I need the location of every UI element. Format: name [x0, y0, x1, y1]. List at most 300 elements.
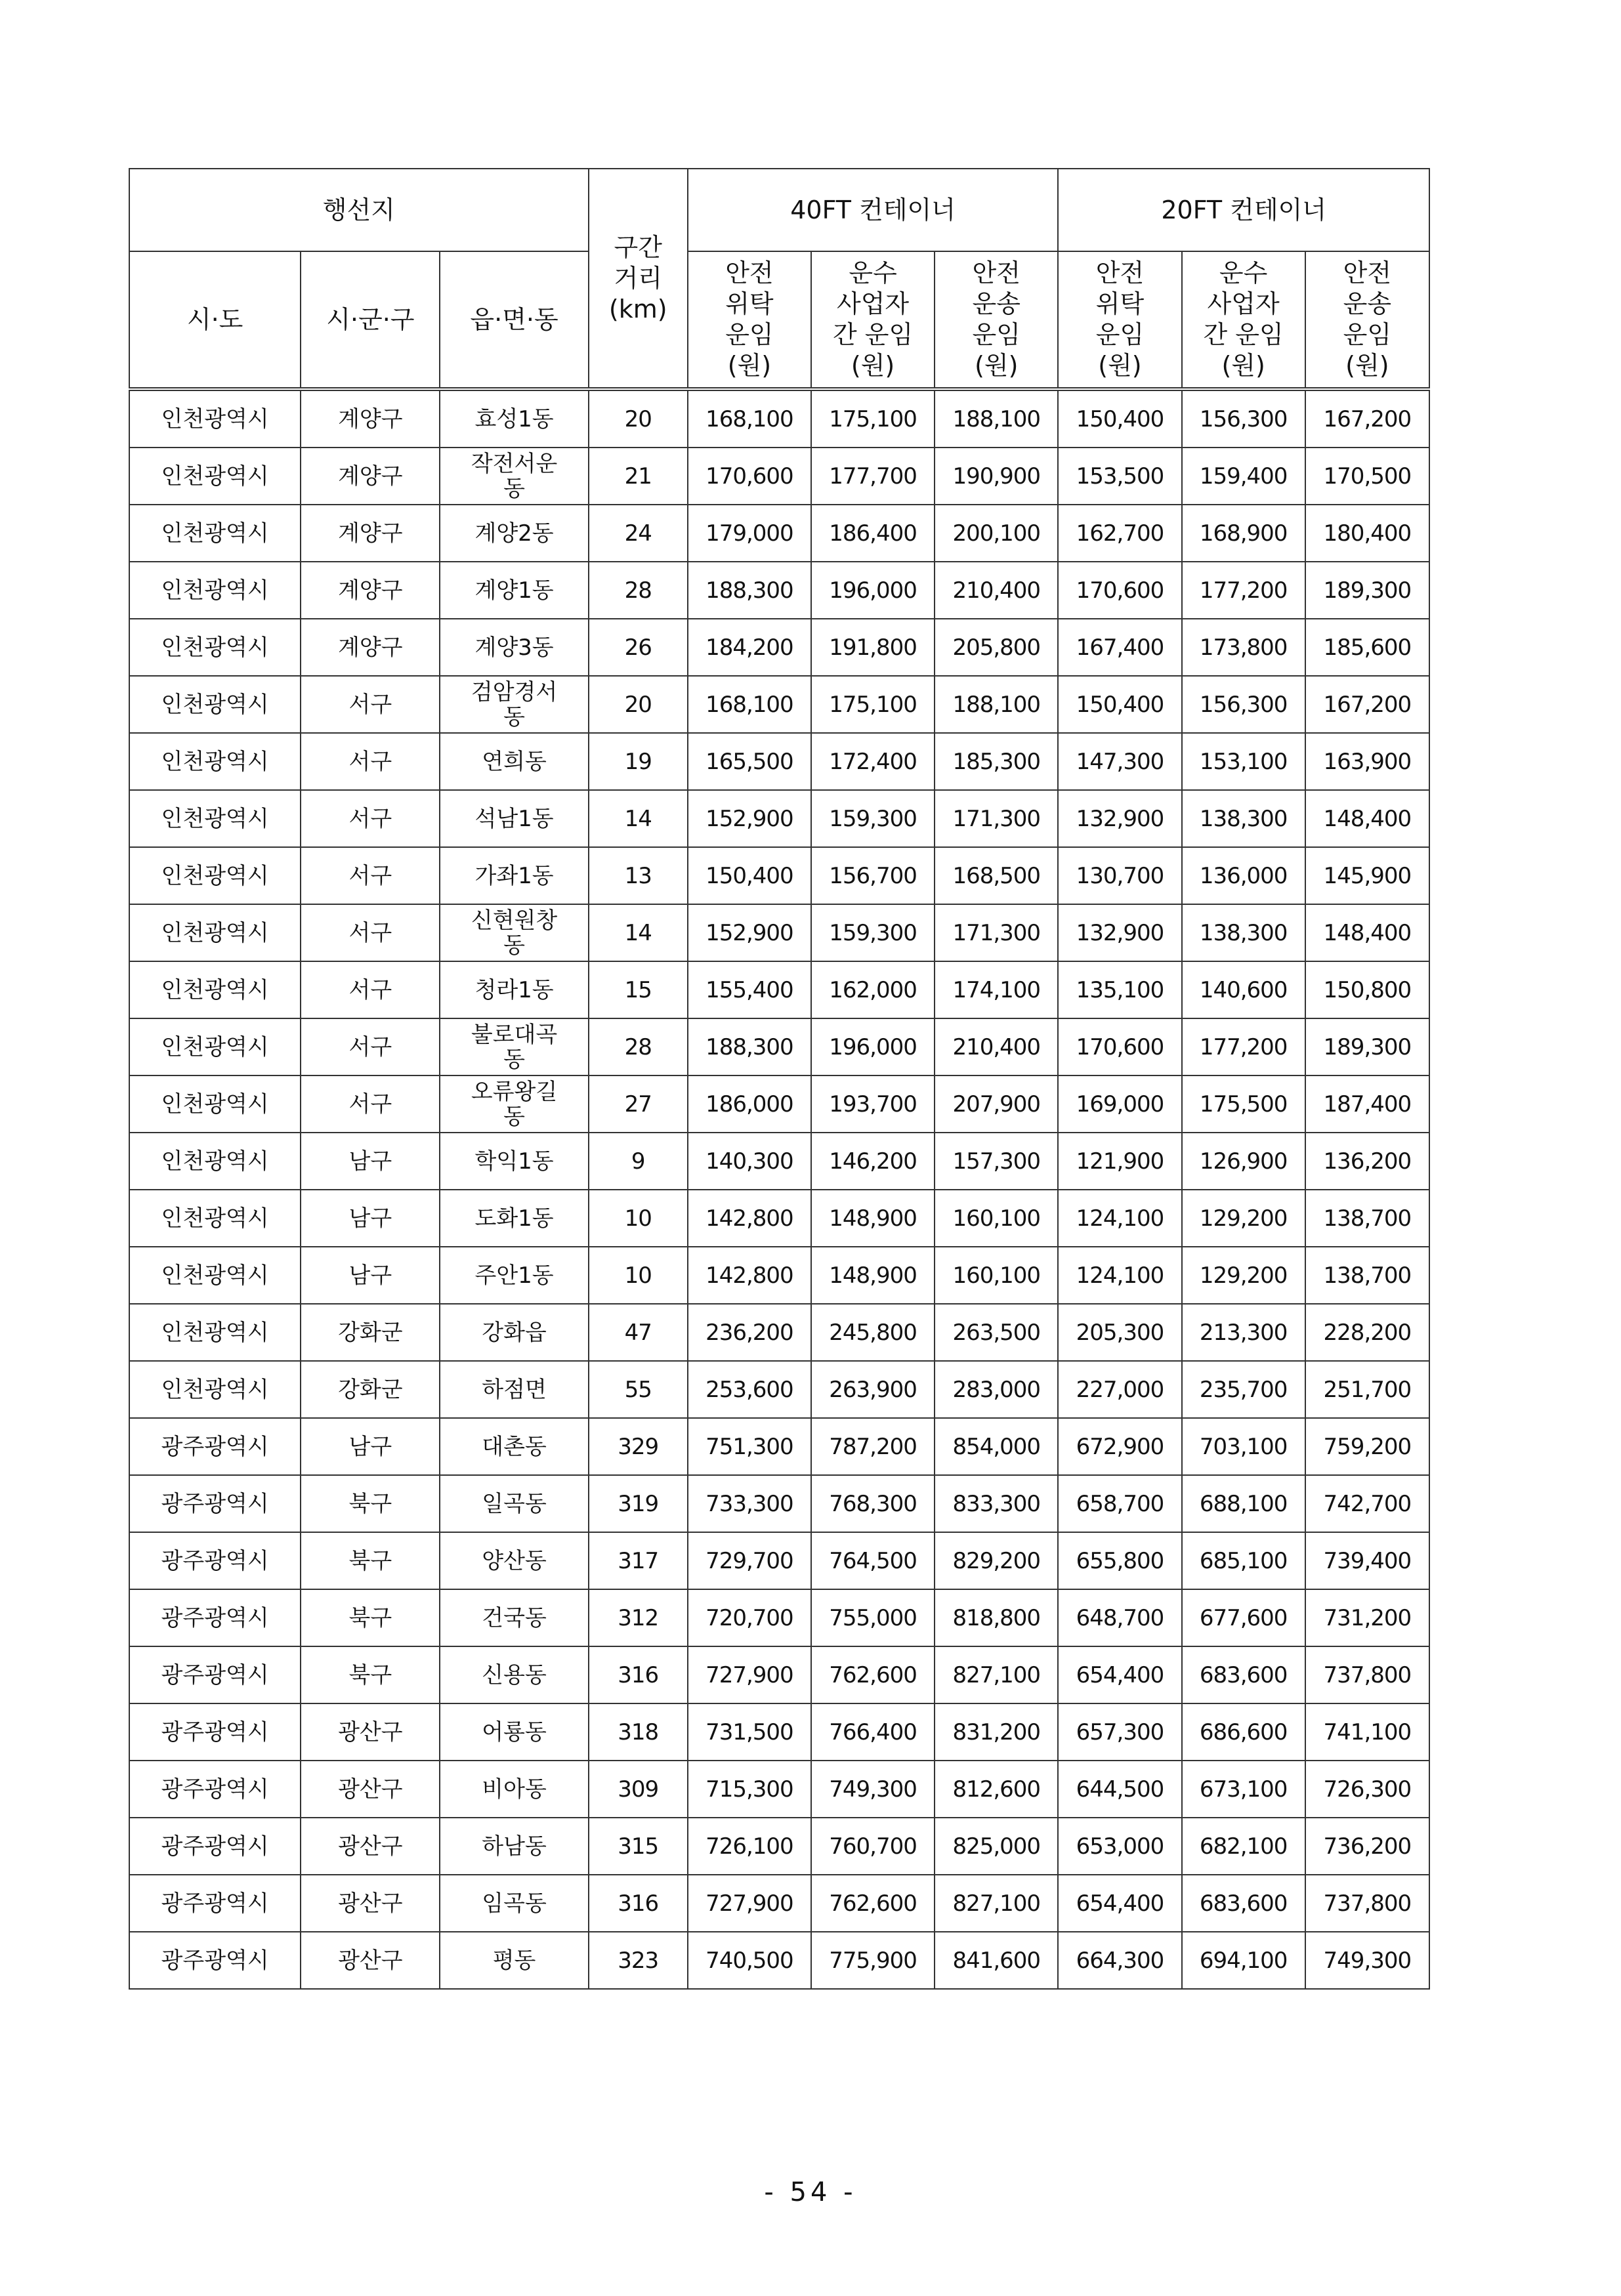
cell-20ft-safe-transport-fare: 170,500	[1305, 448, 1429, 505]
table-row	[129, 847, 1429, 904]
cell-eupmyeondong: 석남1동	[440, 790, 588, 847]
cell-20ft-safe-consign-fare: 672,900	[1058, 1418, 1181, 1475]
cell-20ft-safe-transport-fare: 731,200	[1305, 1589, 1429, 1646]
cell-eupmyeondong: 계양3동	[440, 619, 588, 676]
cell-40ft-carrier-fare: 196,000	[811, 562, 935, 619]
cell-distance: 329	[589, 1418, 688, 1475]
cell-20ft-carrier-fare: 156,300	[1182, 389, 1305, 448]
fare-table	[129, 168, 1430, 1990]
header-line: 안전	[1343, 259, 1392, 287]
cell-distance: 10	[589, 1190, 688, 1247]
cell-20ft-safe-consign-fare: 170,600	[1058, 1018, 1181, 1075]
cell-distance: 9	[589, 1133, 688, 1190]
cell-sido: 인천광역시	[129, 562, 301, 619]
cell-20ft-carrier-fare: 177,200	[1182, 1018, 1305, 1075]
cell-distance: 312	[589, 1589, 688, 1646]
cell-sido: 인천광역시	[129, 961, 301, 1018]
cell-sigungu: 북구	[301, 1646, 440, 1703]
table-row	[129, 448, 1429, 505]
cell-sido: 인천광역시	[129, 1361, 301, 1418]
cell-20ft-carrier-fare: 129,200	[1182, 1190, 1305, 1247]
header-sido: 시·도	[129, 251, 301, 389]
cell-sido: 광주광역시	[129, 1932, 301, 1989]
cell-sigungu: 북구	[301, 1532, 440, 1589]
cell-40ft-safe-transport-fare: 205,800	[935, 619, 1058, 676]
cell-eupmyeondong: 임곡동	[440, 1875, 588, 1932]
cell-40ft-carrier-fare: 775,900	[811, 1932, 935, 1989]
cell-eupmyeondong: 학익1동	[440, 1133, 588, 1190]
table-row	[129, 1532, 1429, 1589]
table-row	[129, 1247, 1429, 1304]
cell-40ft-carrier-fare: 749,300	[811, 1761, 935, 1818]
cell-40ft-safe-consign-fare: 236,200	[688, 1304, 811, 1361]
cell-20ft-carrier-fare: 153,100	[1182, 733, 1305, 790]
cell-20ft-safe-consign-fare: 150,400	[1058, 676, 1181, 733]
cell-distance: 317	[589, 1532, 688, 1589]
header-line: (원)	[851, 351, 895, 380]
cell-40ft-safe-consign-fare: 155,400	[688, 961, 811, 1018]
cell-distance: 20	[589, 676, 688, 733]
cell-40ft-safe-transport-fare: 190,900	[935, 448, 1058, 505]
cell-sido: 인천광역시	[129, 448, 301, 505]
header-40ft-carrier-fare	[811, 251, 935, 389]
table-row	[129, 1761, 1429, 1818]
cell-20ft-safe-transport-fare: 138,700	[1305, 1247, 1429, 1304]
header-region: 행선지	[129, 169, 589, 251]
table-row	[129, 790, 1429, 847]
cell-eupmyeondong: 강화읍	[440, 1304, 588, 1361]
cell-distance: 14	[589, 904, 688, 961]
table-row	[129, 1133, 1429, 1190]
cell-sigungu: 광산구	[301, 1703, 440, 1761]
cell-20ft-safe-transport-fare: 741,100	[1305, 1703, 1429, 1761]
cell-20ft-safe-transport-fare: 737,800	[1305, 1875, 1429, 1932]
cell-40ft-safe-consign-fare: 168,100	[688, 676, 811, 733]
cell-20ft-carrier-fare: 175,500	[1182, 1075, 1305, 1133]
cell-sigungu: 서구	[301, 1075, 440, 1133]
cell-40ft-safe-transport-fare: 171,300	[935, 790, 1058, 847]
cell-40ft-carrier-fare: 196,000	[811, 1018, 935, 1075]
cell-distance: 10	[589, 1247, 688, 1304]
cell-20ft-safe-consign-fare: 121,900	[1058, 1133, 1181, 1190]
cell-eupmyeondong: 신현원창 동	[440, 904, 588, 961]
header-line: 운수	[849, 259, 897, 287]
cell-eupmyeondong: 계양1동	[440, 562, 588, 619]
cell-sido: 인천광역시	[129, 619, 301, 676]
cell-40ft-safe-transport-fare: 185,300	[935, 733, 1058, 790]
cell-distance: 24	[589, 505, 688, 562]
cell-40ft-safe-consign-fare: 727,900	[688, 1875, 811, 1932]
cell-40ft-carrier-fare: 172,400	[811, 733, 935, 790]
cell-20ft-carrier-fare: 682,100	[1182, 1818, 1305, 1875]
table-body	[129, 389, 1429, 1989]
cell-distance: 315	[589, 1818, 688, 1875]
cell-20ft-safe-consign-fare: 124,100	[1058, 1190, 1181, 1247]
cell-20ft-carrier-fare: 685,100	[1182, 1532, 1305, 1589]
cell-20ft-carrier-fare: 683,600	[1182, 1875, 1305, 1932]
table-header	[129, 169, 1429, 389]
cell-distance: 316	[589, 1646, 688, 1703]
header-40ft: 40FT 컨테이너	[688, 169, 1059, 251]
cell-sido: 광주광역시	[129, 1703, 301, 1761]
cell-distance: 309	[589, 1761, 688, 1818]
cell-distance: 318	[589, 1703, 688, 1761]
cell-sigungu: 계양구	[301, 448, 440, 505]
cell-20ft-safe-transport-fare: 228,200	[1305, 1304, 1429, 1361]
cell-20ft-safe-transport-fare: 167,200	[1305, 676, 1429, 733]
cell-40ft-safe-transport-fare: 831,200	[935, 1703, 1058, 1761]
cell-sigungu: 서구	[301, 904, 440, 961]
cell-20ft-carrier-fare: 138,300	[1182, 790, 1305, 847]
cell-sigungu: 북구	[301, 1475, 440, 1532]
cell-distance: 55	[589, 1361, 688, 1418]
cell-20ft-carrier-fare: 168,900	[1182, 505, 1305, 562]
cell-eupmyeondong: 평동	[440, 1932, 588, 1989]
cell-20ft-safe-transport-fare: 145,900	[1305, 847, 1429, 904]
header-line: (원)	[1221, 351, 1265, 380]
cell-20ft-carrier-fare: 703,100	[1182, 1418, 1305, 1475]
cell-distance: 27	[589, 1075, 688, 1133]
table-row	[129, 1818, 1429, 1875]
table-row	[129, 904, 1429, 961]
header-line: 사업자	[1207, 289, 1280, 318]
cell-eupmyeondong: 효성1동	[440, 389, 588, 448]
cell-eupmyeondong: 하남동	[440, 1818, 588, 1875]
cell-sigungu: 계양구	[301, 505, 440, 562]
cell-20ft-safe-consign-fare: 653,000	[1058, 1818, 1181, 1875]
cell-sigungu: 서구	[301, 1018, 440, 1075]
cell-40ft-safe-consign-fare: 720,700	[688, 1589, 811, 1646]
cell-sido: 인천광역시	[129, 1133, 301, 1190]
cell-sigungu: 서구	[301, 676, 440, 733]
cell-sido: 인천광역시	[129, 676, 301, 733]
cell-20ft-safe-consign-fare: 132,900	[1058, 790, 1181, 847]
cell-distance: 28	[589, 562, 688, 619]
header-40ft-safe-consign-fare	[688, 251, 811, 389]
cell-40ft-safe-consign-fare: 729,700	[688, 1532, 811, 1589]
cell-sigungu: 남구	[301, 1418, 440, 1475]
cell-eupmyeondong: 작전서운 동	[440, 448, 588, 505]
cell-eupmyeondong: 양산동	[440, 1532, 588, 1589]
cell-20ft-safe-consign-fare: 132,900	[1058, 904, 1181, 961]
cell-distance: 15	[589, 961, 688, 1018]
cell-20ft-safe-consign-fare: 150,400	[1058, 389, 1181, 448]
cell-40ft-safe-consign-fare: 751,300	[688, 1418, 811, 1475]
cell-eupmyeondong: 건국동	[440, 1589, 588, 1646]
cell-20ft-carrier-fare: 136,000	[1182, 847, 1305, 904]
cell-sigungu: 서구	[301, 961, 440, 1018]
cell-distance: 14	[589, 790, 688, 847]
cell-40ft-carrier-fare: 764,500	[811, 1532, 935, 1589]
cell-40ft-safe-consign-fare: 179,000	[688, 505, 811, 562]
cell-40ft-safe-consign-fare: 715,300	[688, 1761, 811, 1818]
cell-sido: 광주광역시	[129, 1761, 301, 1818]
cell-sido: 인천광역시	[129, 847, 301, 904]
cell-20ft-safe-consign-fare: 654,400	[1058, 1646, 1181, 1703]
cell-20ft-carrier-fare: 677,600	[1182, 1589, 1305, 1646]
header-line: 운임	[725, 320, 774, 349]
table-row	[129, 1304, 1429, 1361]
cell-sigungu: 서구	[301, 790, 440, 847]
cell-40ft-safe-transport-fare: 168,500	[935, 847, 1058, 904]
cell-40ft-safe-consign-fare: 152,900	[688, 790, 811, 847]
cell-20ft-safe-transport-fare: 163,900	[1305, 733, 1429, 790]
table-row	[129, 1475, 1429, 1532]
cell-40ft-safe-consign-fare: 733,300	[688, 1475, 811, 1532]
cell-40ft-carrier-fare: 148,900	[811, 1190, 935, 1247]
table-row	[129, 389, 1429, 448]
cell-20ft-safe-transport-fare: 189,300	[1305, 562, 1429, 619]
cell-40ft-carrier-fare: 787,200	[811, 1418, 935, 1475]
cell-distance: 20	[589, 389, 688, 448]
table-row	[129, 562, 1429, 619]
cell-20ft-safe-consign-fare: 648,700	[1058, 1589, 1181, 1646]
header-line: 운임	[1095, 320, 1145, 349]
cell-eupmyeondong: 어룡동	[440, 1703, 588, 1761]
cell-40ft-safe-transport-fare: 825,000	[935, 1818, 1058, 1875]
cell-sido: 광주광역시	[129, 1418, 301, 1475]
cell-40ft-safe-consign-fare: 727,900	[688, 1646, 811, 1703]
header-line: (원)	[1098, 351, 1142, 380]
header-line: 위탁	[725, 289, 774, 318]
table-row	[129, 1361, 1429, 1418]
cell-20ft-carrier-fare: 126,900	[1182, 1133, 1305, 1190]
table-row	[129, 1646, 1429, 1703]
cell-20ft-safe-transport-fare: 742,700	[1305, 1475, 1429, 1532]
cell-20ft-carrier-fare: 140,600	[1182, 961, 1305, 1018]
cell-40ft-carrier-fare: 766,400	[811, 1703, 935, 1761]
cell-40ft-safe-consign-fare: 188,300	[688, 1018, 811, 1075]
cell-20ft-carrier-fare: 686,600	[1182, 1703, 1305, 1761]
cell-40ft-safe-consign-fare: 186,000	[688, 1075, 811, 1133]
header-line: 위탁	[1095, 289, 1145, 318]
cell-20ft-safe-transport-fare: 148,400	[1305, 904, 1429, 961]
cell-20ft-carrier-fare: 156,300	[1182, 676, 1305, 733]
cell-eupmyeondong: 불로대곡 동	[440, 1018, 588, 1075]
cell-distance: 13	[589, 847, 688, 904]
cell-20ft-safe-transport-fare: 726,300	[1305, 1761, 1429, 1818]
cell-eupmyeondong: 계양2동	[440, 505, 588, 562]
table-row	[129, 676, 1429, 733]
cell-40ft-carrier-fare: 159,300	[811, 904, 935, 961]
cell-sigungu: 광산구	[301, 1875, 440, 1932]
cell-20ft-safe-consign-fare: 205,300	[1058, 1304, 1181, 1361]
cell-20ft-carrier-fare: 173,800	[1182, 619, 1305, 676]
cell-sigungu: 광산구	[301, 1761, 440, 1818]
cell-sido: 광주광역시	[129, 1875, 301, 1932]
table-row	[129, 961, 1429, 1018]
header-eupmyeondong: 읍·면·동	[440, 251, 588, 389]
cell-20ft-safe-consign-fare: 170,600	[1058, 562, 1181, 619]
table-row	[129, 1018, 1429, 1075]
page-number: - 54 -	[764, 2177, 857, 2207]
cell-40ft-safe-consign-fare: 253,600	[688, 1361, 811, 1418]
cell-20ft-safe-consign-fare: 227,000	[1058, 1361, 1181, 1418]
cell-20ft-carrier-fare: 688,100	[1182, 1475, 1305, 1532]
cell-distance: 316	[589, 1875, 688, 1932]
cell-40ft-safe-transport-fare: 171,300	[935, 904, 1058, 961]
header-line: 운송	[972, 289, 1021, 318]
cell-40ft-safe-consign-fare: 726,100	[688, 1818, 811, 1875]
cell-sigungu: 서구	[301, 733, 440, 790]
cell-eupmyeondong: 가좌1동	[440, 847, 588, 904]
cell-sigungu: 계양구	[301, 619, 440, 676]
cell-sido: 인천광역시	[129, 733, 301, 790]
cell-sido: 인천광역시	[129, 1018, 301, 1075]
cell-40ft-safe-consign-fare: 165,500	[688, 733, 811, 790]
cell-40ft-carrier-fare: 175,100	[811, 389, 935, 448]
cell-40ft-safe-transport-fare: 188,100	[935, 676, 1058, 733]
cell-20ft-carrier-fare: 159,400	[1182, 448, 1305, 505]
cell-20ft-safe-consign-fare: 167,400	[1058, 619, 1181, 676]
cell-40ft-carrier-fare: 768,300	[811, 1475, 935, 1532]
cell-sido: 인천광역시	[129, 790, 301, 847]
cell-20ft-carrier-fare: 129,200	[1182, 1247, 1305, 1304]
cell-eupmyeondong: 신용동	[440, 1646, 588, 1703]
cell-40ft-carrier-fare: 177,700	[811, 448, 935, 505]
cell-20ft-carrier-fare: 235,700	[1182, 1361, 1305, 1418]
cell-eupmyeondong: 비아동	[440, 1761, 588, 1818]
header-20ft-carrier-fare	[1182, 251, 1305, 389]
header-line: (원)	[1345, 351, 1389, 380]
cell-20ft-safe-consign-fare: 135,100	[1058, 961, 1181, 1018]
cell-20ft-safe-transport-fare: 739,400	[1305, 1532, 1429, 1589]
table-row	[129, 1875, 1429, 1932]
header-line: 안전	[972, 259, 1021, 287]
cell-distance: 26	[589, 619, 688, 676]
cell-20ft-safe-consign-fare: 657,300	[1058, 1703, 1181, 1761]
cell-40ft-safe-consign-fare: 731,500	[688, 1703, 811, 1761]
cell-sido: 광주광역시	[129, 1818, 301, 1875]
cell-40ft-safe-consign-fare: 740,500	[688, 1932, 811, 1989]
header-20ft: 20FT 컨테이너	[1058, 169, 1429, 251]
cell-20ft-carrier-fare: 177,200	[1182, 562, 1305, 619]
header-line: 사업자	[837, 289, 910, 318]
cell-20ft-safe-transport-fare: 187,400	[1305, 1075, 1429, 1133]
cell-20ft-carrier-fare: 213,300	[1182, 1304, 1305, 1361]
cell-40ft-carrier-fare: 762,600	[811, 1875, 935, 1932]
cell-distance: 21	[589, 448, 688, 505]
cell-40ft-carrier-fare: 186,400	[811, 505, 935, 562]
cell-20ft-safe-transport-fare: 736,200	[1305, 1818, 1429, 1875]
cell-40ft-safe-transport-fare: 827,100	[935, 1646, 1058, 1703]
cell-20ft-safe-transport-fare: 185,600	[1305, 619, 1429, 676]
cell-sigungu: 계양구	[301, 562, 440, 619]
cell-40ft-safe-transport-fare: 833,300	[935, 1475, 1058, 1532]
cell-sido: 인천광역시	[129, 904, 301, 961]
cell-sido: 인천광역시	[129, 505, 301, 562]
cell-40ft-safe-transport-fare: 812,600	[935, 1761, 1058, 1818]
cell-40ft-carrier-fare: 760,700	[811, 1818, 935, 1875]
cell-sigungu: 광산구	[301, 1818, 440, 1875]
cell-20ft-safe-transport-fare: 251,700	[1305, 1361, 1429, 1418]
cell-40ft-safe-consign-fare: 188,300	[688, 562, 811, 619]
header-line: (원)	[727, 351, 772, 380]
cell-sido: 인천광역시	[129, 1247, 301, 1304]
header-sigungu: 시·군·구	[301, 251, 440, 389]
header-line: 운송	[1343, 289, 1392, 318]
cell-sigungu: 북구	[301, 1589, 440, 1646]
cell-40ft-safe-transport-fare: 174,100	[935, 961, 1058, 1018]
table-row	[129, 505, 1429, 562]
header-line: 운수	[1219, 259, 1268, 287]
header-line: 운임	[1343, 320, 1392, 349]
cell-eupmyeondong: 오류왕길 동	[440, 1075, 588, 1133]
cell-sigungu: 광산구	[301, 1932, 440, 1989]
header-line: 간 운임	[832, 320, 914, 349]
cell-20ft-safe-consign-fare: 664,300	[1058, 1932, 1181, 1989]
cell-eupmyeondong: 연희동	[440, 733, 588, 790]
cell-sido: 인천광역시	[129, 389, 301, 448]
cell-40ft-safe-consign-fare: 152,900	[688, 904, 811, 961]
cell-40ft-carrier-fare: 193,700	[811, 1075, 935, 1133]
cell-40ft-safe-transport-fare: 207,900	[935, 1075, 1058, 1133]
cell-40ft-carrier-fare: 245,800	[811, 1304, 935, 1361]
table-row	[129, 1418, 1429, 1475]
cell-sido: 광주광역시	[129, 1589, 301, 1646]
header-distance	[589, 169, 688, 389]
header-distance-line: (km)	[608, 294, 667, 324]
cell-20ft-carrier-fare: 138,300	[1182, 904, 1305, 961]
cell-sigungu: 계양구	[301, 389, 440, 448]
cell-sigungu: 강화군	[301, 1361, 440, 1418]
cell-40ft-safe-transport-fare: 160,100	[935, 1190, 1058, 1247]
table-row	[129, 1932, 1429, 1989]
cell-20ft-safe-consign-fare: 130,700	[1058, 847, 1181, 904]
table-row	[129, 619, 1429, 676]
header-20ft-safe-consign-fare	[1058, 251, 1181, 389]
cell-eupmyeondong: 주안1동	[440, 1247, 588, 1304]
cell-40ft-safe-transport-fare: 827,100	[935, 1875, 1058, 1932]
cell-sigungu: 서구	[301, 847, 440, 904]
cell-40ft-safe-transport-fare: 283,000	[935, 1361, 1058, 1418]
table-row	[129, 1703, 1429, 1761]
cell-eupmyeondong: 일곡동	[440, 1475, 588, 1532]
cell-40ft-carrier-fare: 156,700	[811, 847, 935, 904]
cell-20ft-safe-transport-fare: 150,800	[1305, 961, 1429, 1018]
cell-distance: 319	[589, 1475, 688, 1532]
cell-40ft-carrier-fare: 191,800	[811, 619, 935, 676]
cell-20ft-safe-transport-fare: 136,200	[1305, 1133, 1429, 1190]
cell-sido: 광주광역시	[129, 1646, 301, 1703]
cell-40ft-safe-transport-fare: 263,500	[935, 1304, 1058, 1361]
cell-sigungu: 남구	[301, 1133, 440, 1190]
header-20ft-safe-transport-fare	[1305, 251, 1429, 389]
cell-40ft-safe-transport-fare: 210,400	[935, 1018, 1058, 1075]
cell-sido: 인천광역시	[129, 1075, 301, 1133]
cell-40ft-safe-consign-fare: 168,100	[688, 389, 811, 448]
cell-20ft-safe-consign-fare: 147,300	[1058, 733, 1181, 790]
cell-20ft-safe-consign-fare: 162,700	[1058, 505, 1181, 562]
cell-40ft-carrier-fare: 162,000	[811, 961, 935, 1018]
cell-40ft-safe-consign-fare: 170,600	[688, 448, 811, 505]
cell-distance: 323	[589, 1932, 688, 1989]
cell-sido: 인천광역시	[129, 1304, 301, 1361]
cell-20ft-safe-transport-fare: 189,300	[1305, 1018, 1429, 1075]
cell-40ft-carrier-fare: 175,100	[811, 676, 935, 733]
cell-sido: 광주광역시	[129, 1475, 301, 1532]
header-distance-line: 거리	[614, 263, 662, 293]
cell-sigungu: 남구	[301, 1190, 440, 1247]
cell-20ft-safe-consign-fare: 124,100	[1058, 1247, 1181, 1304]
header-line: 안전	[1095, 259, 1145, 287]
cell-sido: 인천광역시	[129, 1190, 301, 1247]
cell-40ft-safe-transport-fare: 210,400	[935, 562, 1058, 619]
cell-40ft-safe-transport-fare: 160,100	[935, 1247, 1058, 1304]
cell-distance: 28	[589, 1018, 688, 1075]
cell-sigungu: 남구	[301, 1247, 440, 1304]
cell-40ft-safe-transport-fare: 818,800	[935, 1589, 1058, 1646]
